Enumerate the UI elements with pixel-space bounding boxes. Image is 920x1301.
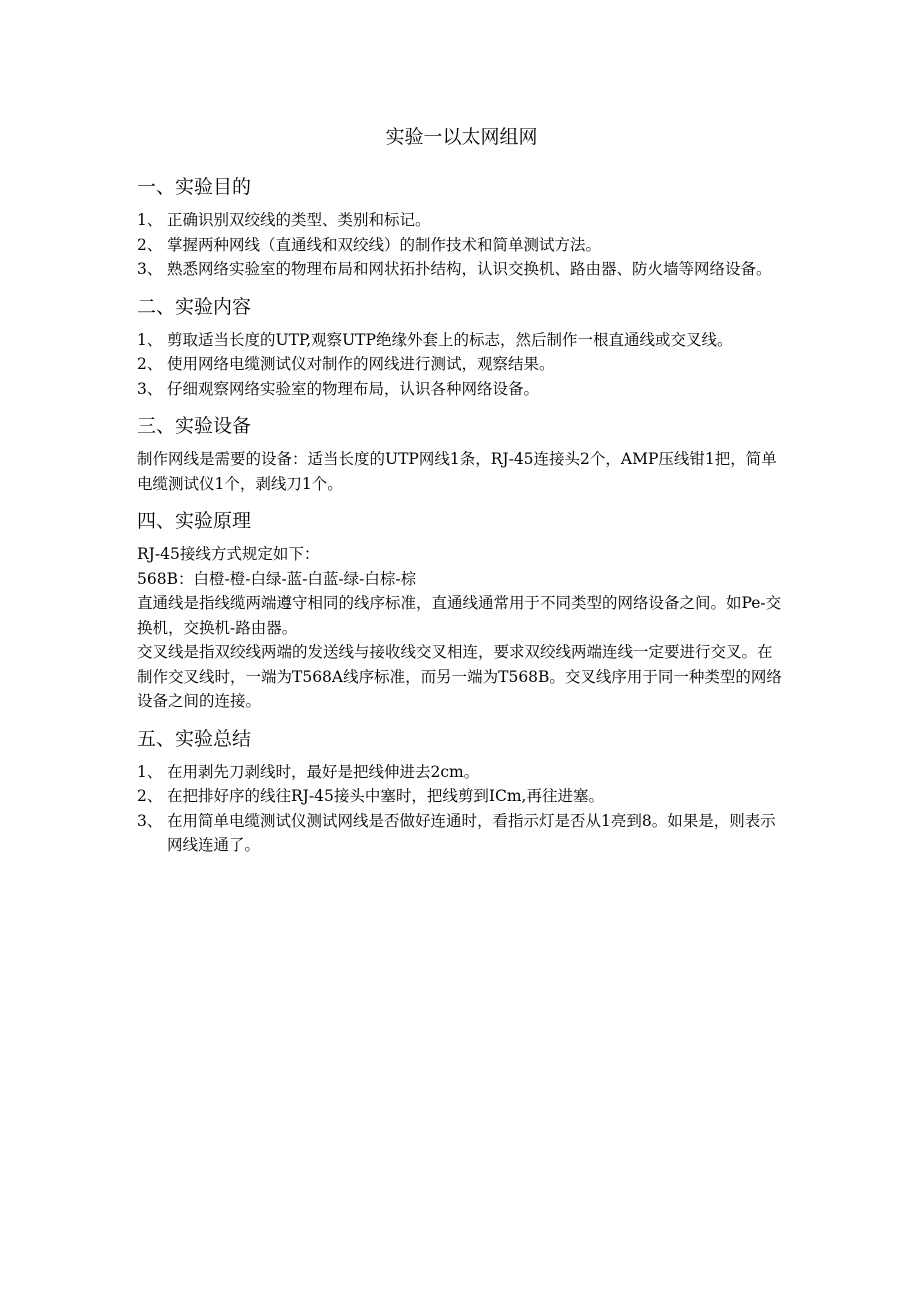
content-list (137, 328, 786, 402)
list-item (137, 809, 786, 858)
item-text: 掌握两种网线（直通线和双绞线）的制作技术和简单测试方法。 (167, 235, 602, 254)
paragraph: 直通线是指线缆两端遵守相同的线序标准，直通线通常用于不同类型的网络设备之间。如Pe-交换机，交换机-路由器。 (137, 594, 782, 637)
paragraph: 交叉线是指双绞线两端的发送线与接收线交叉相连，要求双绞线两端连线一定要进行交叉。在制作交叉线时，一端为T568A线序标准，而另一端为T568B。交叉线序用于同一种类型的网络设备之间的连接。 (137, 643, 782, 710)
section-equipment (137, 413, 786, 496)
item-text: 在用简单电缆测试仪测试网线是否做好连通时，看指示灯是否从1亮到8。如果是，则表示网线连通了。 (167, 811, 776, 854)
item-text: 熟悉网络实验室的物理布局和网状拓扑结构，认识交换机、路由器、防火墙等网络设备。 (167, 260, 772, 278)
item-text: 正确识别双绞线的类型、类别和标记。 (167, 211, 431, 229)
item-number: 3、 (137, 379, 163, 398)
item-text: 在把排好序的线往RJ-45接头中塞时，把线剪到ICm,再往进塞。 (167, 787, 604, 805)
section-heading: 四、实验原理 (137, 510, 252, 532)
section-heading: 二、实验内容 (137, 295, 252, 318)
item-number: 3、 (137, 811, 163, 830)
list-item (137, 208, 786, 233)
section-content (137, 294, 786, 402)
item-number: 2、 (137, 235, 163, 254)
section-heading: 三、实验设备 (137, 415, 252, 437)
section-heading: 一、实验目的 (137, 176, 252, 198)
item-number: 2、 (137, 355, 163, 373)
paragraph: 568B：白橙-橙-白绿-蓝-白蓝-绿-白棕-棕 (137, 569, 417, 588)
list-item (137, 328, 786, 353)
list-item (137, 784, 786, 809)
document-title: 实验一以太网组网 (385, 126, 538, 148)
list-item (137, 352, 786, 377)
item-number: 3、 (137, 260, 163, 278)
list-item (137, 760, 786, 785)
item-number: 1、 (137, 330, 163, 349)
item-number: 2、 (137, 787, 163, 805)
item-text: 剪取适当长度的UTP,观察UTP绝缘外套上的标志，然后制作一根直通线或交叉线。 (167, 330, 733, 349)
paragraph: RJ-45接线方式规定如下： (137, 545, 320, 563)
section-principle (137, 508, 786, 714)
section-heading: 五、实验总结 (137, 727, 252, 750)
summary-list (137, 760, 786, 858)
item-text: 在用剥先刀剥线时，最好是把线伸进去2cm。 (167, 762, 480, 781)
item-text: 使用网络电缆测试仪对制作的网线进行测试，观察结果。 (167, 355, 555, 373)
section-objectives (137, 174, 786, 282)
item-text: 仔细观察网络实验室的物理布局，认识各种网络设备。 (167, 379, 540, 398)
item-number: 1、 (137, 762, 163, 781)
paragraph: 制作网线是需要的设备：适当长度的UTP网线1条，RJ-45连接头2个，AMP压线钳1把，简单电缆测试仪1个，剥线刀1个。 (137, 450, 777, 493)
list-item (137, 233, 786, 258)
item-number: 1、 (137, 211, 163, 229)
list-item (137, 257, 786, 282)
objectives-list (137, 208, 786, 282)
list-item (137, 377, 786, 402)
section-summary (137, 726, 786, 858)
